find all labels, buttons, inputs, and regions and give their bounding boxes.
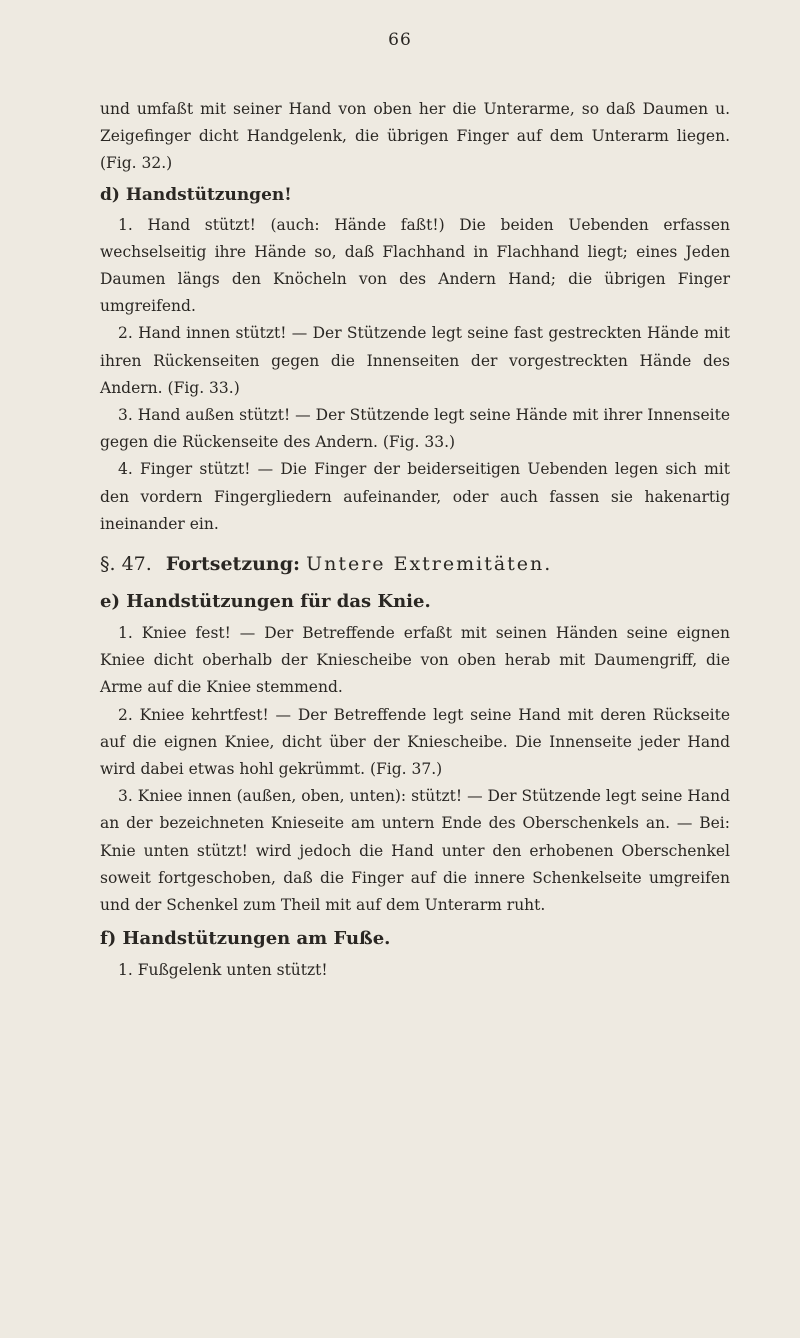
section-47-title-a: Fortsetzung: — [165, 553, 301, 576]
section-f-item-1: 1. Fußgelenk unten stützt! — [118, 961, 328, 980]
section-47-number: §. 47. — [100, 553, 152, 576]
section-d-item-2: 2. Hand innen stützt! — Der Stützende legt seine fast gestreckten Hände mit ihren Rückenseiten gegen die Innenseiten der vorgestreckten Hände des Andern. (Fig. 33.) — [100, 324, 730, 397]
section-d-item-3: 3. Hand außen stützt! — Der Stützende legt seine Hände mit ihrer Innenseite gegen die Rückenseite des Andern. (Fig. 33.) — [100, 406, 730, 452]
section-d-item-4: 4. Finger stützt! — Die Finger der beiderseitigen Uebenden legen sich mit den vordern Fingergliedern aufeinander, oder auch fassen sie hakenartig ineinander ein. — [100, 460, 730, 533]
page-content — [100, 96, 730, 984]
section-e-item-1: 1. Kniee fest! — Der Betreffende erfaßt mit seinen Händen seine eignen Kniee dicht oberhalb der Kniescheibe von oben herab mit Daumengriff, die Arme auf die Kniee stemmend. — [100, 624, 730, 697]
section-d-item-1: 1. Hand stützt! (auch: Hände faßt!) Die beiden Uebenden erfassen wechselseitig ihre Hände so, daß Flachhand in Flachhand liegt; eines Jeden Daumen längs den Knöcheln von des Andern Hand; die übrigen Finger umgreifend. — [100, 215, 730, 316]
page-number: 66 — [388, 30, 412, 50]
section-e-item-2: 2. Kniee kehrtfest! — Der Betreffende legt seine Hand mit deren Rückseite auf die eignen Kniee, dicht über der Kniescheibe. Die Innenseite jeder Hand wird dabei etwas hohl gekrümmt. (Fig. 37.) — [100, 705, 730, 779]
section-e-heading: e) Handstützungen für das Knie. — [100, 591, 431, 613]
section-e-item-3: 3. Kniee innen (außen, oben, unten): stützt! — Der Stützende legt seine Hand an der bezeichneten Knieseite am untern Ende des Oberschenkels an. — Bei: Knie unten stützt! wird jedoch die Hand unter den erhobenen Oberschenkel soweit fortgeschoben, daß die Finger auf die innere Schenkelseite umgreifen und der Schenkel zum Theil mit auf dem Unterarm ruht. — [100, 787, 730, 915]
intro-paragraph: und umfaßt mit seiner Hand von oben her die Unterarme, so daß Daumen u. Zeigefinger dicht Handgelenk, die übrigen Finger auf dem Unterarm liegen. (Fig. 32.) — [100, 100, 730, 173]
section-47-heading — [100, 546, 730, 582]
section-f-heading: f) Handstützungen am Fuße. — [100, 928, 391, 950]
section-47-title-b: Untere Extremitäten. — [306, 553, 553, 576]
section-d-heading: d) Handstützungen! — [100, 184, 292, 205]
